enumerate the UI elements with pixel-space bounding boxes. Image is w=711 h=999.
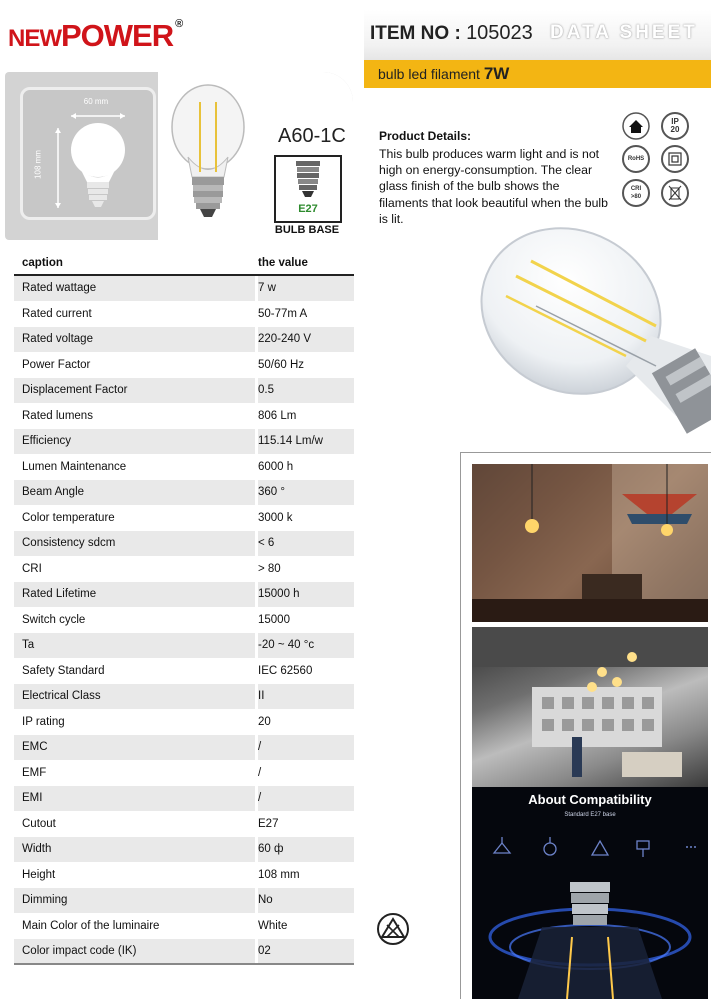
table-row xyxy=(14,276,354,302)
table-row xyxy=(14,455,354,481)
row-value: < 6 xyxy=(258,537,275,550)
row-caption: Width xyxy=(14,837,258,862)
row-value: 7 w xyxy=(258,282,276,295)
row-value: 108 mm xyxy=(258,868,300,881)
table-row xyxy=(14,302,354,328)
row-caption: EMF xyxy=(22,766,47,779)
row-caption: Beam Angle xyxy=(14,480,258,505)
table-row xyxy=(14,429,354,455)
table-row xyxy=(14,914,354,940)
office-photo xyxy=(472,627,708,787)
ip-value: 20 xyxy=(670,125,680,134)
ip-rating-icon xyxy=(661,112,689,140)
cri-icon xyxy=(622,179,650,207)
item-number-label xyxy=(370,22,533,45)
table-row xyxy=(14,327,354,353)
row-value: 02 xyxy=(258,945,271,958)
row-caption: Rated lumens xyxy=(22,409,93,422)
weee-bin-icon xyxy=(661,179,689,207)
cri-label: CRI xyxy=(630,186,642,192)
restaurant-scene-icon xyxy=(472,464,708,622)
row-caption: Main Color of the luminaire xyxy=(22,919,160,932)
row-caption: Rated current xyxy=(22,307,92,320)
table-header-value: the value xyxy=(258,257,308,269)
row-caption: Displacement Factor xyxy=(14,378,258,403)
e27-base-icon xyxy=(276,157,340,203)
table-row xyxy=(14,939,354,965)
logo-main: POWER xyxy=(61,18,174,53)
large-bulb-photo xyxy=(476,216,711,448)
row-caption: Ta xyxy=(14,633,258,658)
bulb-dimension-icon xyxy=(23,90,153,217)
row-caption: Dimming xyxy=(14,888,258,913)
row-value: No xyxy=(258,894,273,907)
table-header-row xyxy=(14,252,354,276)
table-row xyxy=(14,582,354,608)
datasheet-label: DATA SHEET xyxy=(550,22,698,43)
table-row xyxy=(14,659,354,685)
rohs-icon xyxy=(622,145,650,173)
row-value: 20 xyxy=(258,715,271,728)
bulb-base-caption: BULB BASE xyxy=(274,224,340,236)
row-value: / xyxy=(258,766,262,779)
row-value: 806 Lm xyxy=(258,409,297,422)
row-value: IEC 62560 xyxy=(258,664,313,677)
row-value: E27 xyxy=(258,817,279,830)
row-caption: Electrical Class xyxy=(14,684,258,709)
row-caption: Consistency sdcm xyxy=(14,531,258,556)
row-value: 15000 h xyxy=(258,588,300,601)
row-caption: Height xyxy=(22,868,56,881)
row-caption: Efficiency xyxy=(14,429,258,454)
class-ii-icon xyxy=(661,145,689,173)
table-row xyxy=(14,480,354,506)
item-label: ITEM NO : xyxy=(370,23,461,44)
product-details-text: This bulb produces warm light and is not high on energy-consumption. The clear glass finish of the bulb shows the filaments that look beautiful when the bulb is lit. xyxy=(379,147,609,226)
compatibility-title: About Compatibility xyxy=(528,792,652,807)
ip-label: IP xyxy=(671,117,679,126)
logo-prefix: NEW xyxy=(8,25,61,52)
row-value: 15000 xyxy=(258,613,290,626)
indoor-use-icon xyxy=(622,112,650,140)
row-value: > 80 xyxy=(258,562,281,575)
row-value: 60 ф xyxy=(258,843,284,856)
table-row xyxy=(14,378,354,404)
table-row xyxy=(14,735,354,761)
logo-registered-mark: ® xyxy=(175,18,183,30)
table-row xyxy=(14,812,354,838)
filament-bulb-photo-icon xyxy=(476,216,711,448)
row-caption: IP rating xyxy=(22,715,65,728)
compatibility-illustration-icon xyxy=(472,787,708,999)
table-row xyxy=(14,506,354,532)
product-details-title: Product Details: xyxy=(379,129,472,143)
row-value: II xyxy=(258,690,265,703)
subtitle-prefix: bulb led filament xyxy=(378,66,480,82)
base-type-label: E27 xyxy=(298,203,318,215)
rohs-label: RoHS xyxy=(627,156,645,162)
table-row xyxy=(14,863,354,889)
row-value: 6000 h xyxy=(258,460,294,473)
row-value: -20 ~ 40 °c xyxy=(258,639,315,652)
bulb-photo-icon xyxy=(158,72,258,240)
row-value: 50-77m A xyxy=(258,307,308,320)
row-caption: Switch cycle xyxy=(22,613,86,626)
cri-value: >80 xyxy=(630,194,642,200)
row-caption: Rated voltage xyxy=(14,327,258,352)
row-caption: Safety Standard xyxy=(22,664,105,677)
row-value: White xyxy=(258,919,288,932)
height-dimension-label: 108 mm xyxy=(33,150,43,179)
row-caption: Rated wattage xyxy=(14,276,258,301)
table-row xyxy=(14,710,354,736)
row-value: / xyxy=(258,792,262,805)
row-caption: CRI xyxy=(22,562,42,575)
table-bottom-rule xyxy=(14,963,354,965)
bulb-photo-area xyxy=(158,72,258,240)
row-caption: Color impact code (IK) xyxy=(14,939,258,964)
compatibility-subtitle: Standard E27 base xyxy=(564,812,616,818)
table-header-caption: caption xyxy=(14,252,258,274)
compatibility-panel xyxy=(472,787,708,999)
triangle-safety-icon xyxy=(373,912,413,951)
restaurant-photo xyxy=(472,464,708,622)
brand-logo xyxy=(8,18,182,54)
table-row xyxy=(14,633,354,659)
width-dimension-label: 60 mm xyxy=(83,97,109,106)
model-name: A60-1C xyxy=(278,125,346,147)
row-value: 360 ° xyxy=(258,486,285,499)
row-value: 3000 k xyxy=(258,511,293,524)
subtitle-power: 7W xyxy=(483,64,510,83)
office-scene-icon xyxy=(472,627,708,787)
row-value: 0.5 xyxy=(258,384,274,397)
row-value: 50/60 Hz xyxy=(258,358,305,371)
table-row xyxy=(14,888,354,914)
row-caption: Power Factor xyxy=(22,358,91,371)
table-row xyxy=(14,353,354,379)
row-caption: Color temperature xyxy=(22,511,115,524)
row-value: 115.14 Lm/w xyxy=(258,435,323,448)
table-row xyxy=(14,837,354,863)
table-row xyxy=(14,761,354,787)
item-number: 105023 xyxy=(466,22,533,44)
table-row xyxy=(14,786,354,812)
row-caption: EMI xyxy=(14,786,258,811)
table-row xyxy=(14,557,354,583)
table-row xyxy=(14,531,354,557)
specification-table xyxy=(14,252,354,965)
row-value: 220-240 V xyxy=(258,333,312,346)
table-row xyxy=(14,608,354,634)
table-row xyxy=(14,684,354,710)
row-caption: Rated Lifetime xyxy=(14,582,258,607)
row-value: / xyxy=(258,741,262,754)
row-caption: Cutout xyxy=(22,817,56,830)
row-caption: EMC xyxy=(14,735,258,760)
table-row xyxy=(14,404,354,430)
row-caption: Lumen Maintenance xyxy=(22,460,127,473)
product-subtitle xyxy=(378,64,509,84)
